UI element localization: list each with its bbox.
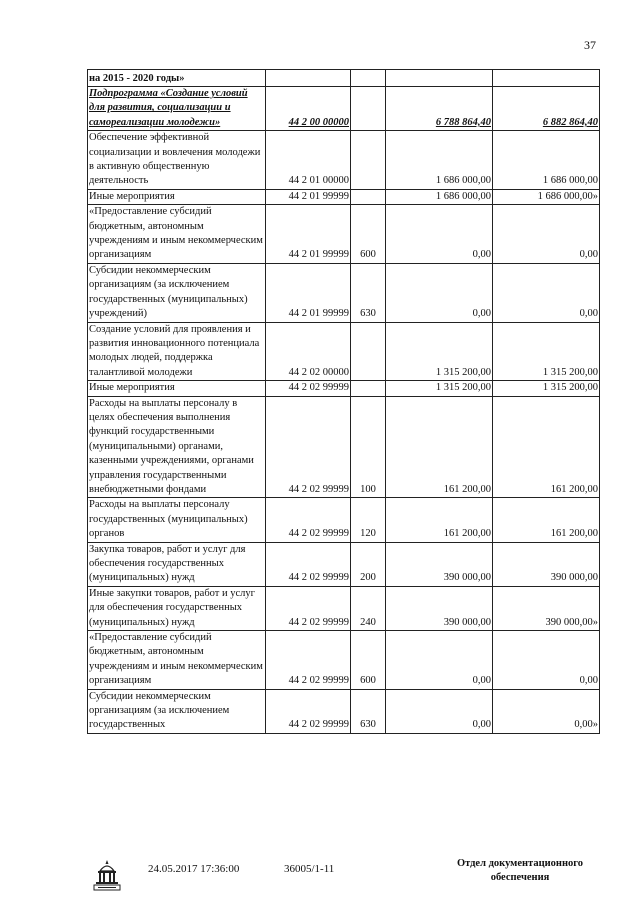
row-amount-1: 0,00 <box>386 263 493 322</box>
row-amount-1: 0,00 <box>386 205 493 264</box>
row-name: Обеспечение эффективной социализации и вовлечения молодежи в активную общественную деятельность <box>88 131 266 190</box>
row-code: 44 2 02 99999 <box>266 689 351 733</box>
row-code: 44 2 01 99999 <box>266 263 351 322</box>
row-name: Расходы на выплаты персоналу в целях обеспечения выполнения функций государственными (муниципальными) органами, казенными учреждениями, органами управления государственными внебюджетными фондами <box>88 396 266 498</box>
row-amount-1: 390 000,00 <box>386 542 493 586</box>
table-row <box>88 87 600 131</box>
footer-department: Отдел документационного обеспечения <box>456 858 584 883</box>
row-amount-2: 0,00» <box>493 689 600 733</box>
row-code: 44 2 02 99999 <box>266 498 351 542</box>
table-row <box>88 205 600 264</box>
row-amount-2: 6 882 864,40 <box>493 87 600 131</box>
footer-doc-number: 36005/1-11 <box>284 863 335 875</box>
footer-date-time: 24.05.2017 17:36:00 <box>148 863 240 875</box>
table-row <box>88 263 600 322</box>
row-amount-2: 390 000,00 <box>493 542 600 586</box>
row-code <box>266 70 351 87</box>
row-expense-type: 120 <box>351 498 386 542</box>
row-expense-type <box>351 131 386 190</box>
row-code: 44 2 01 99999 <box>266 205 351 264</box>
row-amount-1: 1 686 000,00 <box>386 189 493 204</box>
table-row <box>88 689 600 733</box>
row-name: Субсидии некоммерческим организациям (за исключением государственных (муниципальных) учреждений) <box>88 263 266 322</box>
row-amount-2 <box>493 70 600 87</box>
row-name: «Предоставление субсидий бюджетным, автономным учреждениям и иным некоммерческим организациям <box>88 205 266 264</box>
table-row <box>88 131 600 190</box>
row-amount-1: 161 200,00 <box>386 498 493 542</box>
page-number: 37 <box>584 38 596 52</box>
row-name: Иные мероприятия <box>88 189 266 204</box>
row-amount-1: 6 788 864,40 <box>386 87 493 131</box>
row-name: Подпрограмма «Создание условий для развития, социализации и самореализации молодежи» <box>88 87 266 131</box>
table-row <box>88 381 600 396</box>
table-row <box>88 70 600 87</box>
row-expense-type: 630 <box>351 263 386 322</box>
row-expense-type: 600 <box>351 631 386 690</box>
row-code: 44 2 02 99999 <box>266 396 351 498</box>
table-row <box>88 631 600 690</box>
table-row <box>88 498 600 542</box>
page-footer <box>0 853 640 898</box>
row-amount-2: 1 686 000,00 <box>493 131 600 190</box>
row-expense-type: 200 <box>351 542 386 586</box>
row-code: 44 2 01 00000 <box>266 131 351 190</box>
row-name: Расходы на выплаты персоналу государственных (муниципальных) органов <box>88 498 266 542</box>
row-amount-1: 1 315 200,00 <box>386 322 493 381</box>
row-name: Создание условий для проявления и развития инновационного потенциала молодых людей, поддержка талантливой молодежи <box>88 322 266 381</box>
row-expense-type <box>351 70 386 87</box>
row-amount-1: 0,00 <box>386 689 493 733</box>
row-amount-2: 390 000,00» <box>493 586 600 630</box>
row-amount-2: 1 315 200,00 <box>493 381 600 396</box>
table-row <box>88 322 600 381</box>
row-expense-type <box>351 381 386 396</box>
row-name: Иные мероприятия <box>88 381 266 396</box>
table-row <box>88 189 600 204</box>
row-expense-type <box>351 189 386 204</box>
row-expense-type <box>351 322 386 381</box>
row-amount-2: 1 315 200,00 <box>493 322 600 381</box>
table-row <box>88 542 600 586</box>
row-amount-1: 390 000,00 <box>386 586 493 630</box>
row-code: 44 2 01 99999 <box>266 189 351 204</box>
row-name: Субсидии некоммерческим организациям (за исключением государственных <box>88 689 266 733</box>
row-code: 44 2 02 99999 <box>266 586 351 630</box>
row-code: 44 2 02 99999 <box>266 631 351 690</box>
row-expense-type: 100 <box>351 396 386 498</box>
row-amount-1: 1 315 200,00 <box>386 381 493 396</box>
row-expense-type: 240 <box>351 586 386 630</box>
row-amount-1: 0,00 <box>386 631 493 690</box>
row-name: «Предоставление субсидий бюджетным, автономным учреждениям и иным некоммерческим организациям <box>88 631 266 690</box>
row-code: 44 2 02 00000 <box>266 322 351 381</box>
budget-table-body <box>88 70 600 734</box>
row-name: на 2015 - 2020 годы» <box>88 70 266 87</box>
row-amount-2: 161 200,00 <box>493 498 600 542</box>
row-name: Закупка товаров, работ и услуг для обеспечения государственных (муниципальных) нужд <box>88 542 266 586</box>
row-amount-2: 0,00 <box>493 205 600 264</box>
row-expense-type <box>351 87 386 131</box>
row-amount-1: 161 200,00 <box>386 396 493 498</box>
table-row <box>88 396 600 498</box>
row-amount-2: 0,00 <box>493 631 600 690</box>
row-expense-type: 600 <box>351 205 386 264</box>
row-name: Иные закупки товаров, работ и услуг для обеспечения государственных (муниципальных) нужд <box>88 586 266 630</box>
row-amount-2: 1 686 000,00» <box>493 189 600 204</box>
row-code: 44 2 00 00000 <box>266 87 351 131</box>
row-amount-1 <box>386 70 493 87</box>
row-amount-1: 1 686 000,00 <box>386 131 493 190</box>
row-amount-2: 161 200,00 <box>493 396 600 498</box>
row-expense-type: 630 <box>351 689 386 733</box>
row-amount-2: 0,00 <box>493 263 600 322</box>
budget-table <box>87 69 600 734</box>
row-code: 44 2 02 99999 <box>266 381 351 396</box>
duma-building-seal-icon <box>92 859 122 891</box>
row-code: 44 2 02 99999 <box>266 542 351 586</box>
table-row <box>88 586 600 630</box>
